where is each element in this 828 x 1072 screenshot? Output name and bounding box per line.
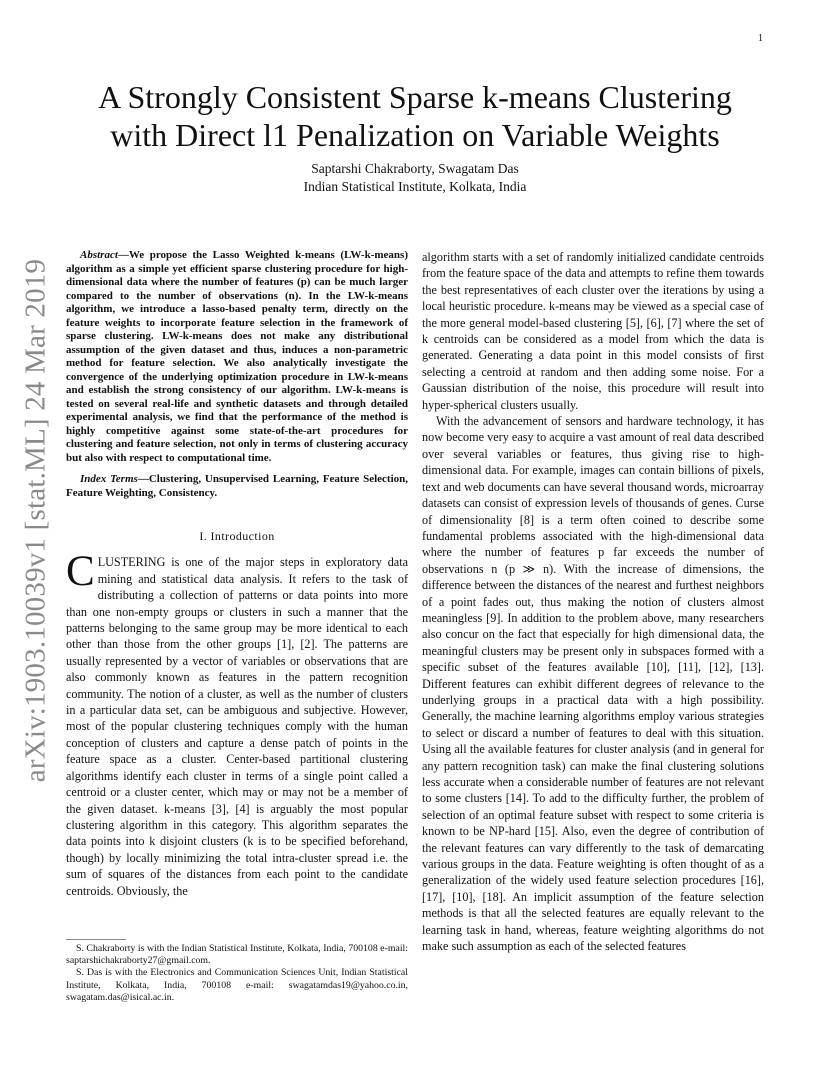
- footnote-author-2: S. Das is with the Electronics and Communication Sciences Unit, Indian Statistical Institute, Kolkata, India, 700108 e-mail: swagatamdas19@yahoo.co.in, swagatam.das@isical.ac.in.: [66, 967, 408, 1003]
- drop-cap: C: [66, 548, 95, 596]
- arxiv-identifier: arXiv:1903.10039v1 [stat.ML] 24 Mar 2019: [19, 258, 52, 782]
- title-line-1: A Strongly Consistent Sparse k-means Clustering: [98, 79, 732, 115]
- footnotes: [66, 939, 408, 1004]
- abstract-text: —We propose the Lasso Weighted k-means (LW-k-means) algorithm as a simple yet efficient sparse clustering procedure for high-dimensional data where the number of features (p) can be much larger compared to the number of observations (n). In the LW-k-means algorithm, we introduce a lasso-based penalty term, directly on the feature weights to incorporate feature selection in the framework of sparse clustering. LW-k-means does not make any distributional assumption of the given dataset and thus, induces a non-parametric method for feature selection. We also analytically investigate the convergence of the underlying optimization procedure in LW-k-means and establish the strong consistency of our algorithm. LW-k-means is tested on several real-life and synthetic datasets and through detailed experimental analysis, we find that the performance of the method is highly competitive against some state-of-the-art procedures for clustering and feature selection, not only in terms of clustering accuracy but also with respect to computational time.: [66, 249, 408, 464]
- footnote-rule: [66, 939, 126, 940]
- footnote-author-1: S. Chakraborty is with the Indian Statistical Institute, Kolkata, India, 700108 e-mail: saptarshichakraborty27@gmail.com.: [66, 943, 408, 967]
- abstract-label: Abstract: [80, 249, 118, 261]
- section-heading: I. Introduction: [199, 529, 275, 543]
- abstract: [66, 249, 408, 465]
- intro-paragraph-3: With the advancement of sensors and hardware technology, it has now become very easy to acquire a vast amount of real data described over several variables or features, thus giving rise to high-dimensional data. For example, images can contain billions of pixels, text and web documents can have several thousand words, microarray datasets can consist of expression levels of thousands of genes. Curse of dimensionality [8] is a term often coined to describe some fundamental problems associated with the high-dimensional data where the number of features p far exceeds the number of observations n (p ≫ n). With the increase of dimensions, the difference between the distances of the nearest and furthest neighbors of a point fades out, thus making the notion of clusters almost meaningless [9]. In addition to the problem above, many researchers also concur on the fact that especially for high dimensional data, the meaningful clusters may be present only in subspaces formed with a specific subset of the features available [10], [11], [12], [13]. Different features can exhibit different degrees of relevance to the underlying groups in a practical data with a high possibility. Generally, the machine learning algorithms employ various strategies to select or discard a number of features to deal with this situation. Using all the available features for cluster analysis (and in general for any pattern recognition task) can make the final clustering solutions less accurate when a considerable number of features are not relevant to some clusters [14]. To add to the difficulty further, the problem of selection of an optimal feature subset with respect to some criteria is known to be NP-hard [15]. Also, even the degree of contribution of the relevant features can vary differently to the task of demarcating various groups in the data. Feature weighting is often thought of as a generalization of the widely used feature selection procedures [16], [17], [10], [18]. An implicit assumption of the feature selection methods is that all the selected features are equally relevant to the learning task in hand, whereas, feature weighting algorithms do not make such assumption as each of the selected features: [422, 414, 764, 954]
- page-number: 1: [758, 33, 763, 44]
- index-terms-text: —Clustering, Unsupervised Learning, Feature Selection, Feature Weighting, Consistency.: [66, 473, 408, 499]
- left-column: [66, 249, 408, 899]
- intro-paragraph-2: algorithm starts with a set of randomly initialized candidate centroids from the feature space of the data and attempts to refine them towards the best representatives of each cluster over the iterations by using a local heuristic procedure. k-means may be viewed as a special case of the more general model-based clustering [5], [6], [7] where the set of k centroids can be considered as a model from which the data is generated. Generating a data point in this model consists of first selecting a centroid at random and then adding some noise. For a Gaussian distribution of the noise, this procedure will result into hyper-spherical clusters usually.: [422, 250, 764, 412]
- paper-title: [70, 78, 760, 154]
- index-terms: [66, 473, 408, 500]
- intro-paragraph-1: [66, 548, 408, 899]
- index-terms-label: Index Terms: [80, 473, 138, 485]
- author-names: Saptarshi Chakraborty, Swagatam Das: [311, 161, 519, 176]
- author-block: [70, 160, 760, 196]
- arxiv-stamp: [6, 258, 66, 782]
- intro-text-left: LUSTERING is one of the major steps in exploratory data mining and statistical data analysis. It refers to the task of distributing a collection of patterns or data points into more than one non-empty groups or clusters in such a manner that the patterns belonging to the same group may be more identical to each other than those from the other groups [1], [2]. The patterns are usually represented by a vector of variables or observations that are also commonly known as features in the pattern recognition community. The notion of a cluster, as well as the number of clusters in a particular data set, can be ambiguous and subjective. However, most of the popular clustering techniques comply with the human conception of clusters and capture a dense patch of points in the feature space as a cluster. Center-based partitional clustering algorithms identify each cluster in terms of a single point called a centroid or a cluster center, which may or may not be a member of the given dataset. k-means [3], [4] is arguably the most popular clustering algorithm in this category. This algorithm separates the data points into k disjoint clusters (k is to be specified beforehand, though) by locally minimizing the total intra-cluster spread i.e. the sum of squares of the distances from each point to the candidate centroids. Obviously, the: [66, 555, 408, 898]
- title-line-2: with Direct l1 Penalization on Variable Weights: [110, 117, 720, 153]
- author-affiliation: Indian Statistical Institute, Kolkata, India: [303, 179, 527, 194]
- right-column: [422, 249, 764, 954]
